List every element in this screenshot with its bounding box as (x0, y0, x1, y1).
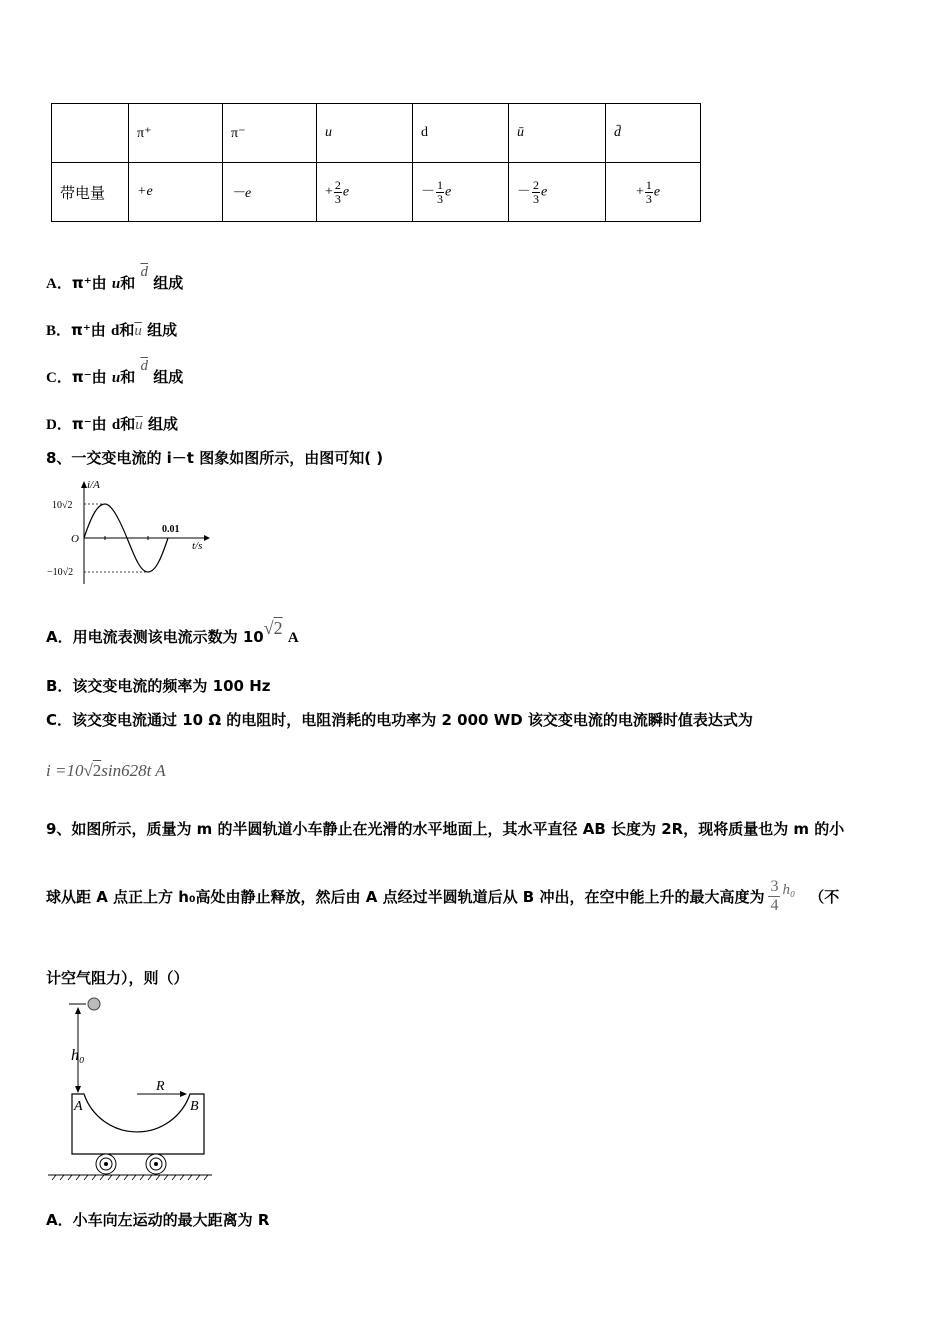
arrow-down-icon (75, 1086, 81, 1093)
fraction-denominator: 3 (437, 191, 443, 206)
q8-stem: 8、一交变电流的 i－t 图象如图所示，由图可知( ) (46, 449, 384, 467)
option-end: 组成 (153, 274, 184, 292)
table-header-cell: π⁻ (223, 104, 317, 163)
charge-cell (509, 163, 606, 222)
q7-option-d (46, 413, 178, 434)
quark-symbol: u (111, 276, 121, 292)
charge-fraction (645, 179, 653, 206)
charge-table (51, 103, 701, 222)
table-header-cell: d̄ (606, 104, 701, 163)
charge-sign: － (517, 184, 531, 200)
x-axis-label: t/s (192, 540, 203, 552)
point-a-label: A (74, 1099, 83, 1114)
q9-line-3: 计空气阻力），则（） (46, 969, 189, 987)
table-header-cell: d (413, 104, 509, 163)
q7-option-a (46, 264, 184, 293)
formula-left: i =10 (46, 761, 84, 780)
height-fraction (768, 878, 780, 915)
radicand: 2 (92, 761, 102, 780)
quark-symbol: d (111, 323, 120, 339)
q8-option-a (46, 618, 299, 647)
fraction-denominator: 3 (334, 191, 341, 206)
charge-value: +e (137, 184, 153, 199)
x-axis-arrow-icon (204, 535, 210, 541)
y-min-label: −10√2 (47, 567, 74, 578)
radicand: 2 (273, 618, 283, 638)
q9-line-1: 9、如图所示，质量为 m 的半圆轨道小车静止在光滑的水平地面上，其水平直径 AB 长度为 2R，现将质量也为 m 的小 (46, 820, 845, 838)
charge-cell (317, 163, 413, 222)
origin-label: O (71, 533, 79, 545)
radius-arrow-icon (180, 1091, 187, 1097)
q7-option-b (46, 319, 177, 340)
antiquark-symbol: $\overline{d}$ (140, 358, 148, 374)
option-text: A．用电流表测该电流示数为 10 (46, 628, 264, 646)
option-label: A． (46, 276, 72, 292)
q8-current-graph (44, 476, 214, 586)
table-header-row (52, 104, 701, 163)
q8-formula (46, 761, 166, 781)
quark-symbol: d (111, 417, 121, 433)
fraction-denominator: 3 (533, 191, 539, 206)
option-particle: π⁻由 (71, 368, 107, 386)
option-particle: π⁺由 (71, 274, 107, 292)
table-charge-row (52, 163, 701, 222)
option-unit: A (287, 630, 299, 646)
charge-fraction (532, 179, 540, 206)
charge-sign: + (325, 184, 333, 200)
cart-body (72, 1094, 204, 1154)
fraction-numerator: 1 (645, 177, 652, 192)
option-particle: π⁻由 (71, 415, 107, 433)
charge-sign: － (421, 184, 435, 200)
arrow-up-icon (75, 1007, 81, 1014)
charge-cell (223, 163, 317, 222)
option-conjunction: 和 (120, 368, 136, 386)
quark-symbol: u (111, 370, 121, 386)
x-tick-label: 0.01 (162, 524, 180, 535)
fraction-denominator: 4 (770, 897, 779, 914)
ball-icon (88, 998, 100, 1010)
charge-fraction (334, 179, 342, 206)
charge-cell (606, 163, 701, 222)
option-end: 组成 (147, 321, 178, 339)
option-end: 组成 (147, 415, 178, 433)
y-max-label: 10√2 (52, 500, 73, 511)
q9-line-2-end: （不 (809, 888, 840, 906)
ground-hatch (52, 1175, 208, 1180)
charge-unit: e (445, 184, 452, 200)
q8-option-b: B．该交变电流的频率为 100 Hz (46, 677, 271, 695)
wheel-right-icon (146, 1154, 166, 1174)
point-b-label: B (190, 1099, 199, 1114)
option-label: C． (46, 370, 72, 386)
fraction-variable: h₀ (782, 882, 796, 898)
y-axis-label: i/A (87, 479, 100, 491)
q9-line-2-text: 球从距 A 点正上方 h₀高处由静止释放，然后由 A 点经过半圆轨道后从 B 冲出，在空中能上升的最大高度为 (46, 888, 765, 906)
q8-option-c: C．该交变电流通过 10 Ω 的电阻时，电阻消耗的电功率为 2 000 WD 该交变电流的电流瞬时值表达式为 (46, 711, 753, 729)
antiquark-symbol: $\overline{d}$ (140, 264, 148, 280)
charge-value: －e (231, 186, 252, 201)
antiquark-symbol: $\overline{u}$ (134, 323, 142, 339)
table-header-cell: π⁺ (129, 104, 223, 163)
sqrt-icon: √2 (83, 761, 102, 780)
fraction-numerator: 2 (533, 177, 539, 192)
option-end: 组成 (153, 368, 184, 386)
charge-unit: e (653, 184, 661, 200)
option-label: D． (46, 417, 72, 433)
fraction-denominator: 3 (645, 191, 652, 206)
wheel-left-icon (96, 1154, 116, 1174)
q9-cart-figure (44, 992, 219, 1184)
formula-right: sin628t A (101, 761, 166, 780)
option-conjunction: 和 (120, 415, 136, 433)
table-header-cell: ū (509, 104, 606, 163)
row-label: 带电量 (52, 163, 129, 222)
charge-sign: + (636, 184, 644, 200)
sqrt-icon: √2 (263, 618, 283, 638)
fraction-numerator: 3 (770, 878, 779, 895)
antiquark-symbol: $\overline{u}$ (135, 417, 143, 433)
charge-unit: e (541, 184, 548, 200)
charge-fraction (436, 179, 444, 206)
option-conjunction: 和 (120, 274, 136, 292)
height-label: h₀ (71, 1047, 85, 1064)
q7-option-c (46, 358, 184, 387)
option-conjunction: 和 (119, 321, 135, 339)
option-label: B． (46, 323, 72, 339)
charge-cell (129, 163, 223, 222)
fraction-numerator: 1 (437, 177, 443, 192)
table-header-cell (52, 104, 129, 163)
radius-label: R (156, 1079, 165, 1094)
fraction-numerator: 2 (334, 177, 341, 192)
charge-unit: e (342, 184, 350, 200)
q9-line-2 (46, 878, 839, 915)
option-particle: π⁺由 (71, 321, 106, 339)
table-header-cell: u (317, 104, 413, 163)
q9-option-a: A．小车向左运动的最大距离为 R (46, 1211, 270, 1229)
charge-cell (413, 163, 509, 222)
